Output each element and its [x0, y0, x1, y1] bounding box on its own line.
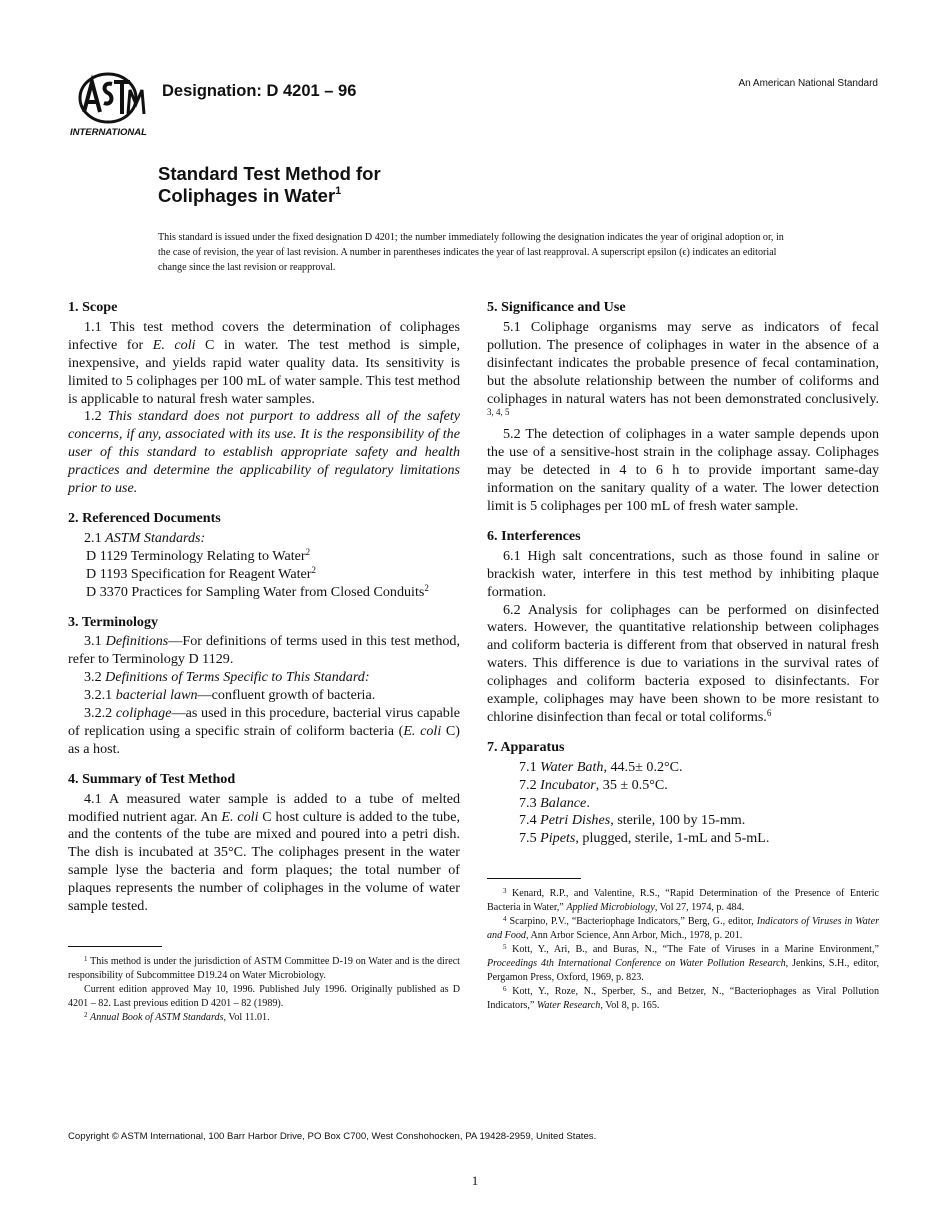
title-line-2: Coliphages in Water: [158, 185, 336, 206]
paragraph-1-1: 1.1 This test method covers the determination of coliphages infective for E. coli C in water. The test method is simple, inexpensive, and yields rapid water quality data. Its sensitivity is limited to 5 coliphages per 100 mL of water sample. This test method is applicable to natural fresh water samples.: [68, 318, 460, 407]
paragraph-6-1: 6.1 High salt concentrations, such as those found in saline or brackish water, interfere in this test method by inhibiting plaque formation.: [487, 547, 879, 600]
astm-logo: [68, 72, 152, 138]
apparatus-item: 7.4 Petri Dishes, sterile, 100 by 15-mm.: [519, 812, 746, 829]
section-heading-terminology: 3. Terminology: [68, 613, 159, 630]
footnote-divider: [487, 878, 581, 879]
section-heading-referenced: 2. Referenced Documents: [68, 509, 221, 526]
section-heading-summary: 4. Summary of Test Method: [68, 770, 236, 787]
paragraph-3-1: 3.1 Definitions—For definitions of terms used in this test method, refer to Terminology D 1129.: [68, 633, 460, 668]
title-line-1: Standard Test Method for: [158, 163, 381, 184]
footnote-6: $^6$ Kott, Y., Roze, N., Sperber, S., and Betzer, N., “Bacteriophages as Viral Pollution Indicators,” Water Research, Vol 8, p. 165.: [487, 985, 879, 1012]
paragraph-3-2-2: 3.2.2 coliphage—as used in this procedure, bacterial virus capable of replication using a specific strain of coliform bacteria (E. coli C) as a host.: [68, 705, 461, 757]
apparatus-item: 7.1 Water Bath, 44.5± 0.2°C.: [519, 758, 683, 775]
section-heading-significance: 5. Significance and Use: [487, 299, 626, 315]
referenced-doc: D 3370 Practices for Sampling Water from Closed Conduits$^2$: [86, 582, 429, 600]
logo-text: INTERNATIONAL: [70, 127, 147, 138]
paragraph-4-1: 4.1 A measured water sample is added to a tube of melted modified nutrient agar. An E. coli C host culture is added to the tube, and the contents of the tube are mixed and poured into a petri dish. The dish is incubated at 35°C. The coliphages present in the water sample lyse the bacteria and form plaques; the total number of plaques represents the number of coliphages in the volume of water sample tested.: [68, 790, 460, 915]
standard-type: An American National Standard: [738, 78, 878, 89]
footnote-1: $^1$ This method is under the jurisdiction of ASTM Committee D-19 on Water and is the direct responsibility of Subcommittee D19.24 on Water Microbiology.: [68, 955, 460, 981]
issuance-notice: This standard is issued under the fixed designation D 4201; the number immediately following the designation indicates the year of original adoption or, in the case of revision, the year of last revision. A number in parentheses indicates the year of last reapproval. A superscript epsilon (ϵ) indicates an editorial change since the last revision or reapproval.: [158, 232, 784, 273]
copyright-notice: Copyright © ASTM International, 100 Barr Harbor Drive, PO Box C700, West Conshohocken, PA 19428-2959, United States.: [68, 1131, 597, 1142]
title-footnote-mark: 1: [335, 185, 342, 197]
referenced-doc: D 1193 Specification for Reagent Water$^2$: [86, 564, 316, 582]
apparatus-item: 7.2 Incubator, 35 ± 0.5°C.: [519, 776, 668, 793]
paragraph-1-2: 1.2 This standard does not purport to address all of the safety concerns, if any, associated with its use. It is the responsibility of the user of this standard to establish appropriate safety and health practices and determine the applicability of regulatory limitations prior to use.: [68, 408, 460, 497]
paragraph-3-2: 3.2 Definitions of Terms Specific to This Standard:: [84, 669, 370, 686]
referenced-doc: D 1129 Terminology Relating to Water$^2$: [86, 546, 311, 564]
document-title: [158, 163, 381, 207]
apparatus-item: 7.5 Pipets, plugged, sterile, 1-mL and 5-mL.: [519, 830, 770, 847]
paragraph-5-1: 5.1 Coliphage organisms may serve as indicators of fecal pollution. The presence of coliphages in water in the absence of a disinfectant indicates the probable presence of fecal contamination, but the absolute relationship between the number of coliforms and coliphages in natural waters has not been demonstrated conclusively. $^{3, 4, 5}$: [487, 318, 879, 418]
footnote-1-continued: Current edition approved May 10, 1996. Published July 1996. Originally published as D 4201 – 82. Last previous edition D 4201 – 82 (1989).: [68, 984, 460, 1009]
page-number: 1: [471, 1173, 479, 1188]
section-heading-scope: 1. Scope: [68, 299, 118, 315]
paragraph-6-2: 6.2 Analysis for coliphages can be performed on disinfected waters. However, the quantitative relationship between coliphages and coliform bacteria is different from that observed in natural fresh waters. This difference is due to variations in the survival rates of coliphages and coliform bacteria exposed to disinfectants. For example, coliphages may have been shown to be more resistant to chlorine disinfection than fecal or total coliforms.$^6$: [487, 601, 879, 725]
left-column: [68, 299, 460, 1025]
footnote-4: $^4$ Scarpino, P.V., “Bacteriophage Indicators,” Berg, G., editor, Indicators of Viruses in Water and Food, Ann Arbor Science, Ann Arbor, Mich., 1978, p. 201.: [487, 915, 879, 942]
right-column: [487, 299, 879, 1013]
paragraph-2-1: 2.1 ASTM Standards:: [84, 529, 206, 546]
paragraph-5-2: 5.2 The detection of coliphages in a water sample depends upon the use of a sensitive-host strain in the coliphage assay. Coliphages may be detected in 4 to 6 h to provide important same-day information on the sanitary quality of a water. The lower detection limit is 5 coliphages per 100 mL of fresh water sample.: [487, 426, 879, 514]
section-heading-apparatus: 7. Apparatus: [487, 738, 565, 755]
designation: Designation: D 4201 – 96: [162, 82, 357, 100]
footnote-5: $^5$ Kott, Y., Ari, B., and Buras, N., “The Fate of Viruses in a Marine Environment,” Proceedings 4th International Conference on Water Pollution Research, Jenkins, S.H., editor, Pergamon Press, Oxford, 1969, p. 823.: [487, 943, 879, 984]
paragraph-3-2-1: 3.2.1 bacterial lawn—confluent growth of bacteria.: [84, 687, 376, 704]
apparatus-item: 7.3 Balance.: [519, 794, 590, 811]
footnote-2: $^2$ Annual Book of ASTM Standards, Vol 11.01.: [84, 1011, 270, 1023]
section-heading-interferences: 6. Interferences: [487, 527, 581, 544]
footnote-3: $^3$ Kenard, R.P., and Valentine, R.S., “Rapid Determination of the Presence of Enteric Bacteria in Water,” Applied Microbiology, Vol 27, 1974, p. 484.: [487, 887, 879, 914]
footnote-divider: [68, 946, 162, 947]
